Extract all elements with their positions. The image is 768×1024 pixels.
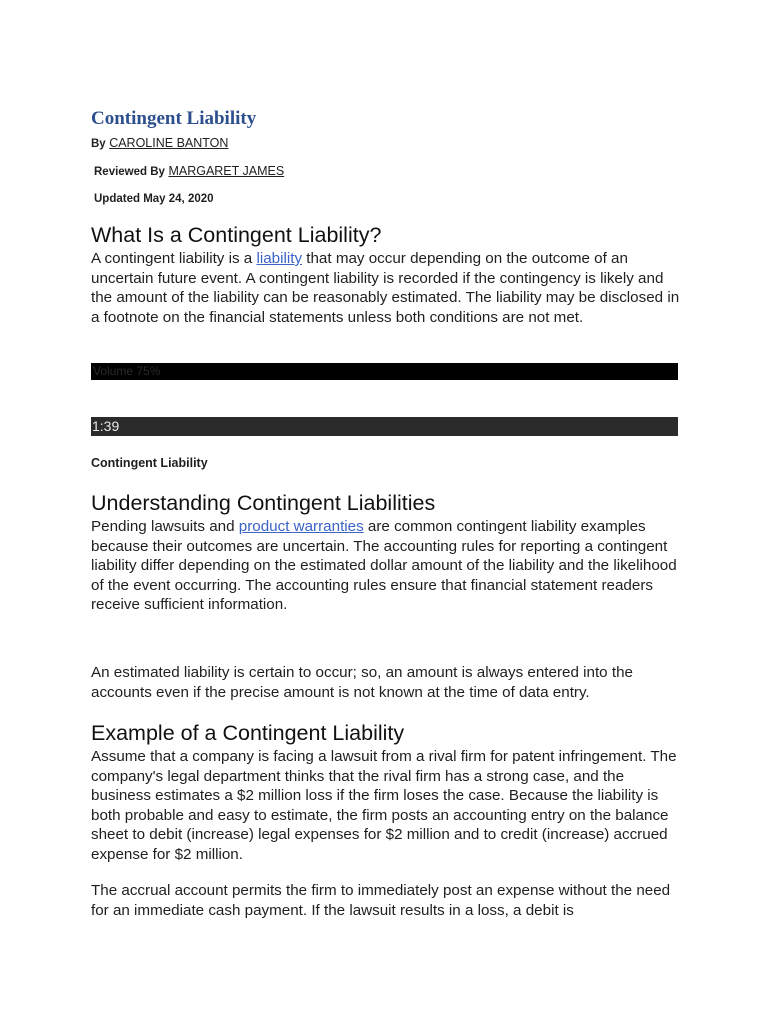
video-caption: Contingent Liability: [91, 456, 208, 470]
section-heading-example: Example of a Contingent Liability: [91, 721, 405, 745]
text: A contingent liability is a: [91, 250, 257, 267]
byline: [91, 136, 228, 150]
paragraph-example: Assume that a company is facing a lawsuit from a rival firm for patent infringement. The company's legal department thinks that the rival firm has a strong case, and the business estimates a $2 million loss if the firm loses the case. Because the liability is both probable and easy to estimate, the firm posts an accounting entry on the balance sheet to debit (increase) legal expenses for $2 million and to credit (increase) accrued expense for $2 million.: [91, 748, 677, 863]
reviewed-by: [94, 164, 284, 178]
product-warranties-link[interactable]: product warranties: [238, 518, 364, 535]
paragraph-accrual: The accrual account permits the firm to immediately post an expense without the need for an immediate cash payment. If the lawsuit results in a loss, a debit is: [91, 882, 671, 919]
text: that may occur depending on the outcome of an uncertain future event. A contingent liability is recorded if the contingency is likely and the amount of the liability can be reasonably estimated. The liability may be disclosed in a footnote on the financial statements unless both conditions are not met.: [91, 250, 680, 326]
section-heading-what-is: What Is a Contingent Liability?: [91, 223, 382, 247]
reviewed-label: Reviewed By: [94, 166, 165, 178]
paragraph-understanding: [91, 517, 681, 615]
reviewer-link[interactable]: MARGARET JAMES: [168, 164, 285, 178]
text: Pending lawsuits and: [91, 518, 239, 535]
article-title: Contingent Liability: [91, 108, 257, 129]
updated-date: Updated May 24, 2020: [94, 193, 214, 205]
video-time-bar[interactable]: 1:39: [91, 417, 678, 436]
video-volume-bar[interactable]: Volume 75%: [91, 363, 678, 380]
section-heading-understanding: Understanding Contingent Liabilities: [91, 491, 436, 515]
by-label: By: [91, 138, 106, 150]
paragraph-estimated-liability: An estimated liability is certain to occur; so, an amount is always entered into the accounts even if the precise amount is not known at the time of data entry.: [91, 664, 633, 701]
author-link[interactable]: CAROLINE BANTON: [109, 136, 229, 150]
liability-link[interactable]: liability: [256, 250, 303, 267]
paragraph-definition: [91, 249, 681, 327]
text: are common contingent liability examples because their outcomes are uncertain. The accounting rules for reporting a contingent liability differ depending on the estimated dollar amount of the liability and the likelihood of the event occurring. The accounting rules ensure that financial statement readers receive sufficient information.: [91, 518, 677, 613]
